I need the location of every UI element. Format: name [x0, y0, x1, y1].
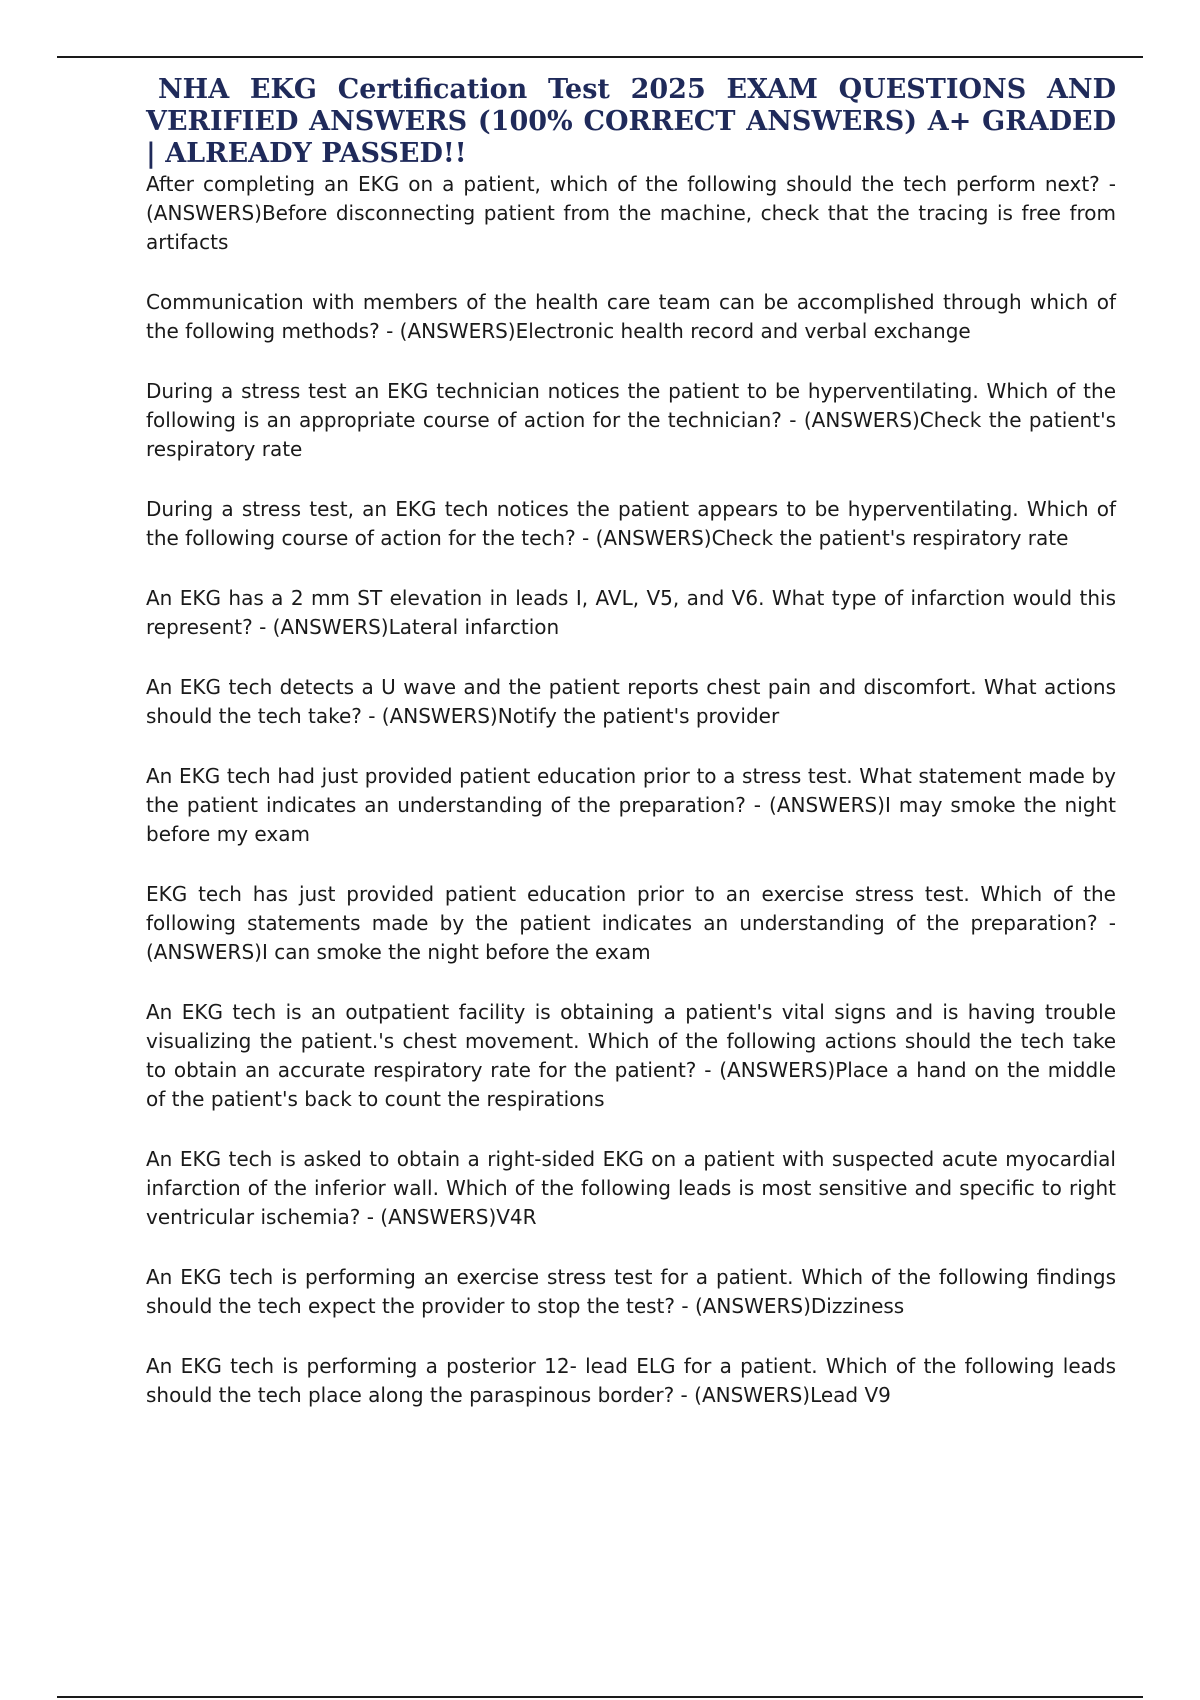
qa-item: During a stress test, an EKG tech notices the patient appears to be hyperventilating. Which of the following course of action for the tech? - (ANSWERS)Check the patient's respiratory rate [146, 497, 1116, 550]
qa-item: After completing an EKG on a patient, which of the following should the tech perform next? - (ANSWERS)Before disconnecting patient from the machine, check that the tracing is free from artifacts [146, 172, 1116, 254]
qa-item: During a stress test an EKG technician notices the patient to be hyperventilating. Which of the following is an appropriate course of action for the technician? - (ANSWERS)Check the patient's respiratory rate [146, 379, 1116, 461]
qa-item: EKG tech has just provided patient education prior to an exercise stress test. Which of the following statements made by the patient indicates an understanding of the preparation? - (ANSWERS)I can smoke the night before the exam [146, 882, 1116, 964]
qa-item: An EKG has a 2 mm ST elevation in leads I, AVL, V5, and V6. What type of infarction would this represent? - (ANSWERS)Lateral infarction [146, 586, 1116, 639]
qa-item: An EKG tech is performing a posterior 12- lead ELG for a patient. Which of the following leads should the tech place along the paraspinous border? - (ANSWERS)Lead V9 [146, 1354, 1116, 1407]
qa-item: An EKG tech detects a U wave and the patient reports chest pain and discomfort. What actions should the tech take? - (ANSWERS)Notify the patient's provider [146, 675, 1116, 728]
qa-item: An EKG tech is performing an exercise stress test for a patient. Which of the following findings should the tech expect the provider to stop the test? - (ANSWERS)Dizziness [146, 1265, 1116, 1318]
qa-item: An EKG tech had just provided patient education prior to a stress test. What statement made by the patient indicates an understanding of the preparation? - (ANSWERS)I may smoke the night before my exam [146, 764, 1116, 846]
qa-item: An EKG tech is asked to obtain a right-sided EKG on a patient with suspected acute myocardial infarction of the inferior wall. Which of the following leads is most sensitive and specific to right ventricular ischemia? - (ANSWERS)V4R [146, 1147, 1116, 1229]
top-rule [57, 56, 1143, 58]
qa-list [146, 170, 1116, 1410]
document-body [146, 74, 1116, 1441]
qa-item: An EKG tech is an outpatient facility is obtaining a patient's vital signs and is having trouble visualizing the patient.'s chest movement. Which of the following actions should the tech take to obtain an accurate respiratory rate for the patient? - (ANSWERS)Place a hand on the middle of the patient's back to count the respirations [146, 1000, 1116, 1111]
bottom-rule [57, 1696, 1143, 1698]
document-title: NHA EKG Certification Test 2025 EXAM QUESTIONS AND VERIFIED ANSWERS (100% CORRECT ANSWERS) A+ GRADED | ALREADY PASSED!! [146, 74, 1116, 169]
qa-item: Communication with members of the health care team can be accomplished through which of the following methods? - (ANSWERS)Electronic health record and verbal exchange [146, 290, 1116, 343]
